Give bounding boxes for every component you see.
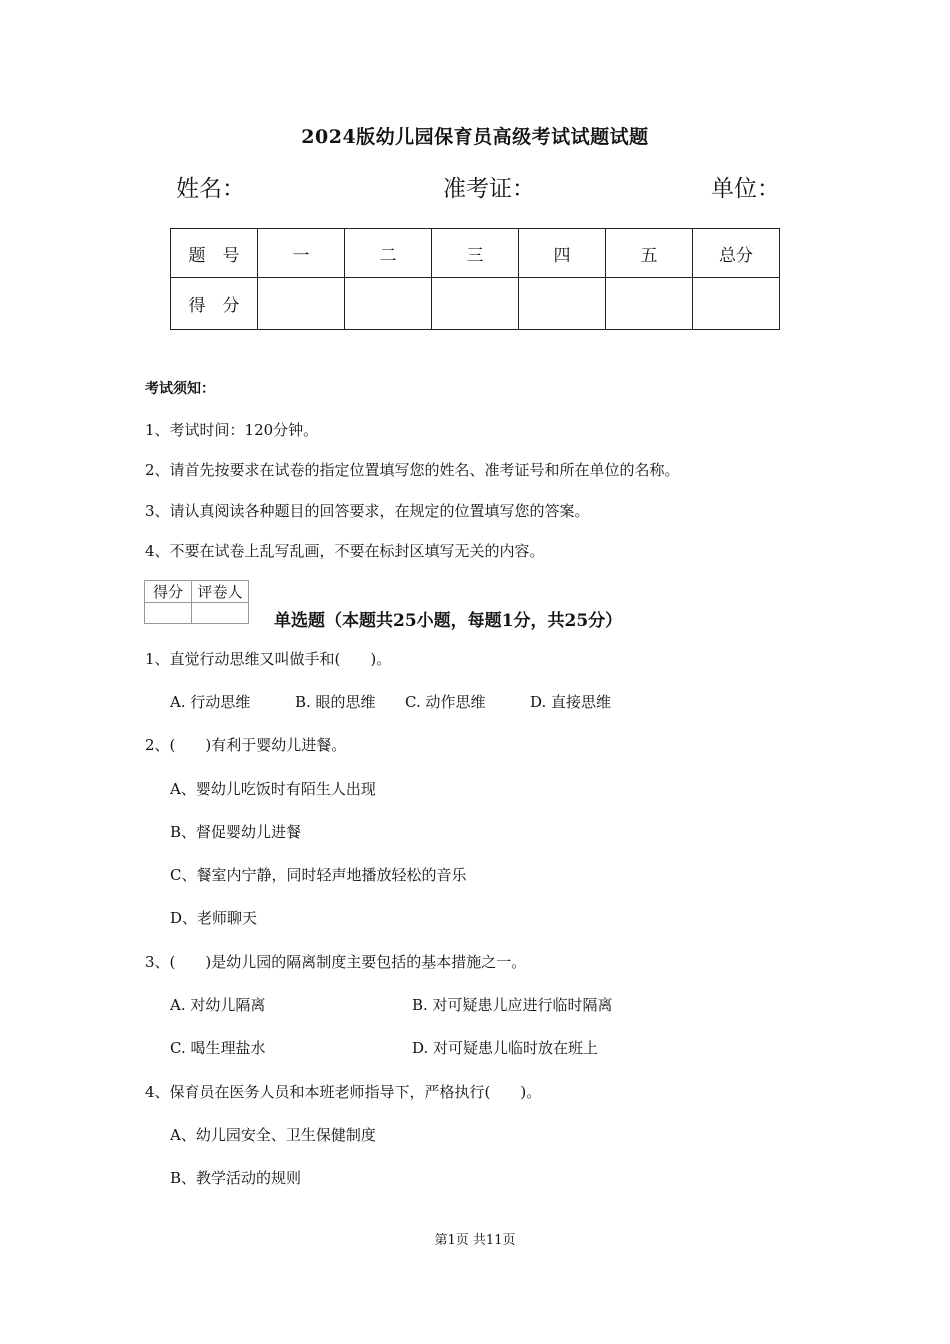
score-table-header-cell: 五 [606,229,693,278]
question-option: B、教学活动的规则 [170,1169,302,1187]
question-stem: 4、保育员在医务人员和本班老师指导下，严格执行( )。 [145,1083,542,1101]
question-option: B. 对可疑患儿应进行临时隔离 [412,996,613,1014]
score-cell [606,278,693,330]
notice-item: 4、不要在试卷上乱写乱画，不要在标封区填写无关的内容。 [145,542,545,560]
exam-title: 2024版幼儿园保育员高级考试试题试题 [301,126,649,148]
score-row-label: 得 分 [171,278,258,330]
grader-reviewer-label: 评卷人 [192,581,249,603]
score-table-score-row [171,278,780,330]
exam-number-label: 准考证： [443,176,535,202]
question-option: D. 对可疑患儿临时放在班上 [412,1039,599,1057]
question-option: D. 直接思维 [530,693,612,711]
question-option: D、老师聊天 [170,909,258,927]
unit-label: 单位： [711,176,780,202]
grader-score-cell [145,603,192,624]
grader-box [144,580,249,624]
score-cell [432,278,519,330]
score-cell [345,278,432,330]
question-stem: 1、直觉行动思维又叫做手和( )。 [145,650,392,668]
grader-reviewer-cell [192,603,249,624]
question-option: C、餐室内宁静，同时轻声地播放轻松的音乐 [170,866,467,884]
section-title: 单选题（本题共25小题，每题1分，共25分） [274,611,623,631]
score-table-header-cell: 一 [258,229,345,278]
score-table-header-row [171,229,780,278]
score-table-header-cell: 四 [519,229,606,278]
name-label: 姓名： [176,176,245,202]
question-option: A. 行动思维 [170,693,251,711]
question-option: A. 对幼儿隔离 [170,996,266,1014]
question-option: C. 喝生理盐水 [170,1039,266,1057]
question-option: C. 动作思维 [405,693,486,711]
score-table-header-cell: 三 [432,229,519,278]
score-table [170,228,780,330]
score-table-header-cell: 总分 [693,229,780,278]
question-option: A、幼儿园安全、卫生保健制度 [170,1126,376,1144]
page-footer: 第1页 共11页 [434,1233,516,1248]
score-table-header-cell: 二 [345,229,432,278]
score-cell [693,278,780,330]
notice-item: 3、请认真阅读各种题目的回答要求，在规定的位置填写您的答案。 [145,502,590,520]
question-option: B、督促婴幼儿进餐 [170,823,302,841]
notice-item: 1、考试时间：120分钟。 [145,421,319,439]
question-option: B. 眼的思维 [295,693,376,711]
notice-heading: 考试须知： [145,381,215,397]
question-stem: 3、( )是幼儿园的隔离制度主要包括的基本措施之一。 [145,953,527,971]
score-cell [258,278,345,330]
grader-score-label: 得分 [145,581,192,603]
score-table-header-cell: 题 号 [171,229,258,278]
question-option: A、婴幼儿吃饭时有陌生人出现 [170,780,376,798]
notice-item: 2、请首先按要求在试卷的指定位置填写您的姓名、准考证号和所在单位的名称。 [145,461,680,479]
score-cell [519,278,606,330]
question-stem: 2、( )有利于婴幼儿进餐。 [145,736,347,754]
